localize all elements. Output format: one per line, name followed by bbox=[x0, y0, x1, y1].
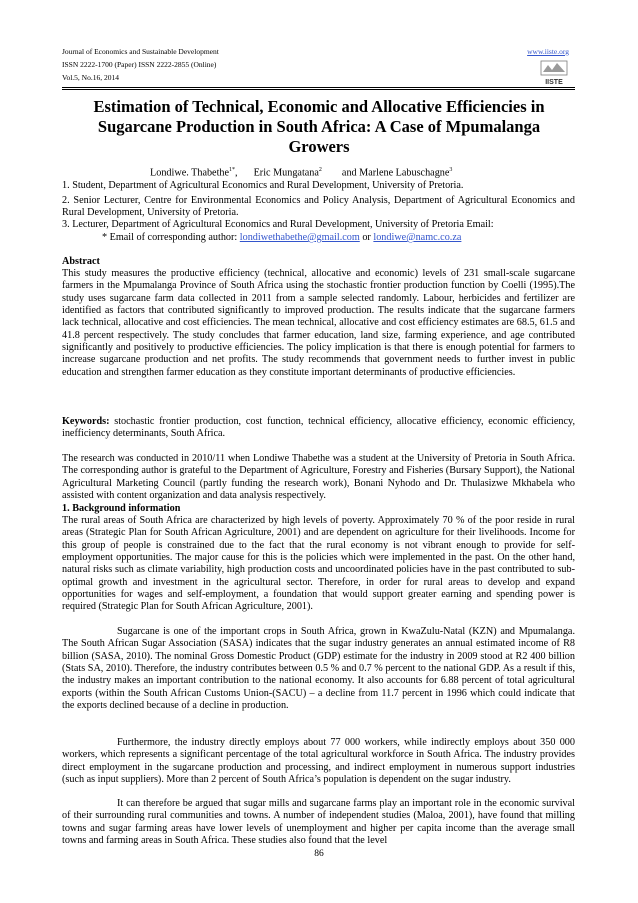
author-2-name: Eric Mungatana bbox=[253, 167, 319, 179]
journal-url-link[interactable]: www.iiste.org bbox=[527, 47, 569, 56]
keywords-text: stochastic frontier production, cost function, technical efficiency, allocative efficiency, economic efficiency, inefficiency determinants, South Africa. bbox=[62, 416, 575, 440]
author-line bbox=[150, 164, 452, 179]
affiliation-1: 1. Student, Department of Agricultural Economics and Rural Development, University of Pretoria. bbox=[62, 180, 464, 191]
corresponding-author bbox=[102, 232, 461, 244]
section-1-paragraph-3: Furthermore, the industry directly employs about 77 000 workers, while indirectly employs about 350 000 workers, which represents a significant percentage of the total agricultural workforce in South Africa. The industry provides direct employment in the sugarcane production and processing, and indirect employment in numerous support industries (such as input suppliers). More than 2 percent of South Africa’s population is dependent on the sugar industry. bbox=[62, 737, 575, 786]
issn-line: ISSN 2222-1700 (Paper) ISSN 2222-2855 (Online) bbox=[62, 60, 217, 69]
section-1-paragraph-2: Sugarcane is one of the important crops in South Africa, grown in KwaZulu-Natal (KZN) and Mpumalanga. The South African Sugar Association (SASA) indicates that the sugar industry generates an annual estimated income of R8 billion (SASA, 2010). The nominal Gross Domestic Product (GDP) estimate for the industry in 2009 stood at R2 400 billion (Stats SA, 2010). Therefore, the industry contributes between 0.5 % and 0.7 % percent to the national GDP. As a result if this, the industry makes an important contribution to the national economy. It also accounts for 6.88 percent of total agricultural exports (within the South African Customs Union-(SACU) – a decline from 11.7 percent in 1996 which could indicate that the exports declined because of a decline in production. bbox=[62, 626, 575, 712]
abstract-heading: Abstract bbox=[62, 256, 100, 267]
corr-email-link-2[interactable]: londiwe@namc.co.za bbox=[373, 232, 462, 243]
author-1-sep: , bbox=[235, 167, 238, 179]
volume-line: Vol.5, No.16, 2014 bbox=[62, 73, 119, 82]
acknowledgement: The research was conducted in 2010/11 when Londiwe Thabethe was a student at the University of Pretoria in South Africa. The corresponding author is grateful to the Department of Agriculture, Forestry and Fisheries (Bursary Support), the National Agricultural Marketing Council (partly funding the research work), Bonani Nyhodo and Dr. Thulasizwe Mkhabela who assisted with content organization and data analysis respectively. bbox=[62, 453, 575, 502]
abstract-body: This study measures the productive efficiency (technical, allocative and economic) levels of 231 small-scale sugarcane farmers in the Mpumalanga Province of South Africa using the stochastic frontier production function by Coelli (1995).The study uses sugarcane farm data collected in 2011 from a sample selected randomly. Labour, herbicides and fertilizer are identified as factors that contributed significantly to improved production. The results indicate that the sugarcane farmers lack technical, allocative and cost efficiencies. The mean technical, allocative and cost efficiency estimates are 68.5, 61.5 and 41.8 percent respectively. The study concludes that farmer education, land size, farming experience, and age contributed significantly and positively to productive efficiencies. The policy implication is that there is enough potential for farmers to increase sugarcane production and net profits. The study recommends that government needs to further invest in public education and strengthen farmer education as they constitute important determinants of productive efficiencies. bbox=[62, 268, 575, 378]
page-number: 86 bbox=[314, 849, 324, 859]
keywords-paragraph bbox=[62, 416, 575, 441]
affiliation-2: 2. Senior Lecturer, Centre for Environmental Economics and Policy Analysis, Department of Agricultural Economics and Rural Development, University of Pretoria. bbox=[62, 195, 575, 219]
header-rule-thin bbox=[62, 89, 575, 90]
paper-title: Estimation of Technical, Economic and Allocative Efficiencies in Sugarcane Production in South Africa: A Case of Mpumalanga Growers bbox=[93, 97, 545, 156]
author-1-sup: 1* bbox=[229, 167, 236, 173]
header-rule bbox=[62, 87, 575, 88]
corr-email-link-1[interactable]: londiwethabethe@gmail.com bbox=[239, 232, 360, 243]
keywords-label: Keywords: bbox=[62, 416, 110, 427]
section-1-heading: 1. Background information bbox=[62, 503, 181, 514]
author-2-sup: 2 bbox=[318, 167, 322, 173]
iiste-logo bbox=[540, 60, 568, 86]
section-1-paragraph-4: It can therefore be argued that sugar mills and sugarcane farms play an important role in the economic survival of their surrounding rural communities and towns. A number of independent studies (Maloa, 2001), have found that milling towns and sugar farming areas have lower levels of unemployment and higher per capita income than the average small towns and farming areas in South Africa. These studies also found that the level bbox=[62, 798, 575, 847]
corr-or: or bbox=[359, 232, 374, 243]
section-1-paragraph-1: The rural areas of South Africa are characterized by high levels of poverty. Approximately 70 % of the poor reside in rural areas (Strategic Plan for South African Agriculture, 2001) and are dependent on agriculture for their livelihoods. Income for this group of people is constrained due to the fact that the rural economy is not vibrant enough to provide for self-employment opportunities. The major cause for this is the policies which were implemented in the past. On the other hand, natural risks such as climate variability, high production costs and uncoordinated policies have in the past contributed to sub-optimal growth and investment in the agricultural sector. Therefore, in order for rural areas to develop and expand opportunities for wages and self-employment, a foundation that would support greater earning and spending power is required (Strategic Plan for South African Agriculture, 2001). bbox=[62, 515, 575, 613]
journal-name: Journal of Economics and Sustainable Development bbox=[62, 47, 219, 56]
author-3-sup: 3 bbox=[449, 167, 453, 173]
author-3-name: and Marlene Labuschagne bbox=[341, 167, 450, 179]
corr-prefix: * Email of corresponding author: bbox=[102, 232, 240, 243]
svg-text:IISTE: IISTE bbox=[545, 79, 563, 86]
affiliation-3: 3. Lecturer, Department of Agricultural Economics and Rural Development, University of Pretoria Email: bbox=[62, 219, 494, 230]
author-1-name: Londiwe. Thabethe bbox=[150, 167, 230, 179]
